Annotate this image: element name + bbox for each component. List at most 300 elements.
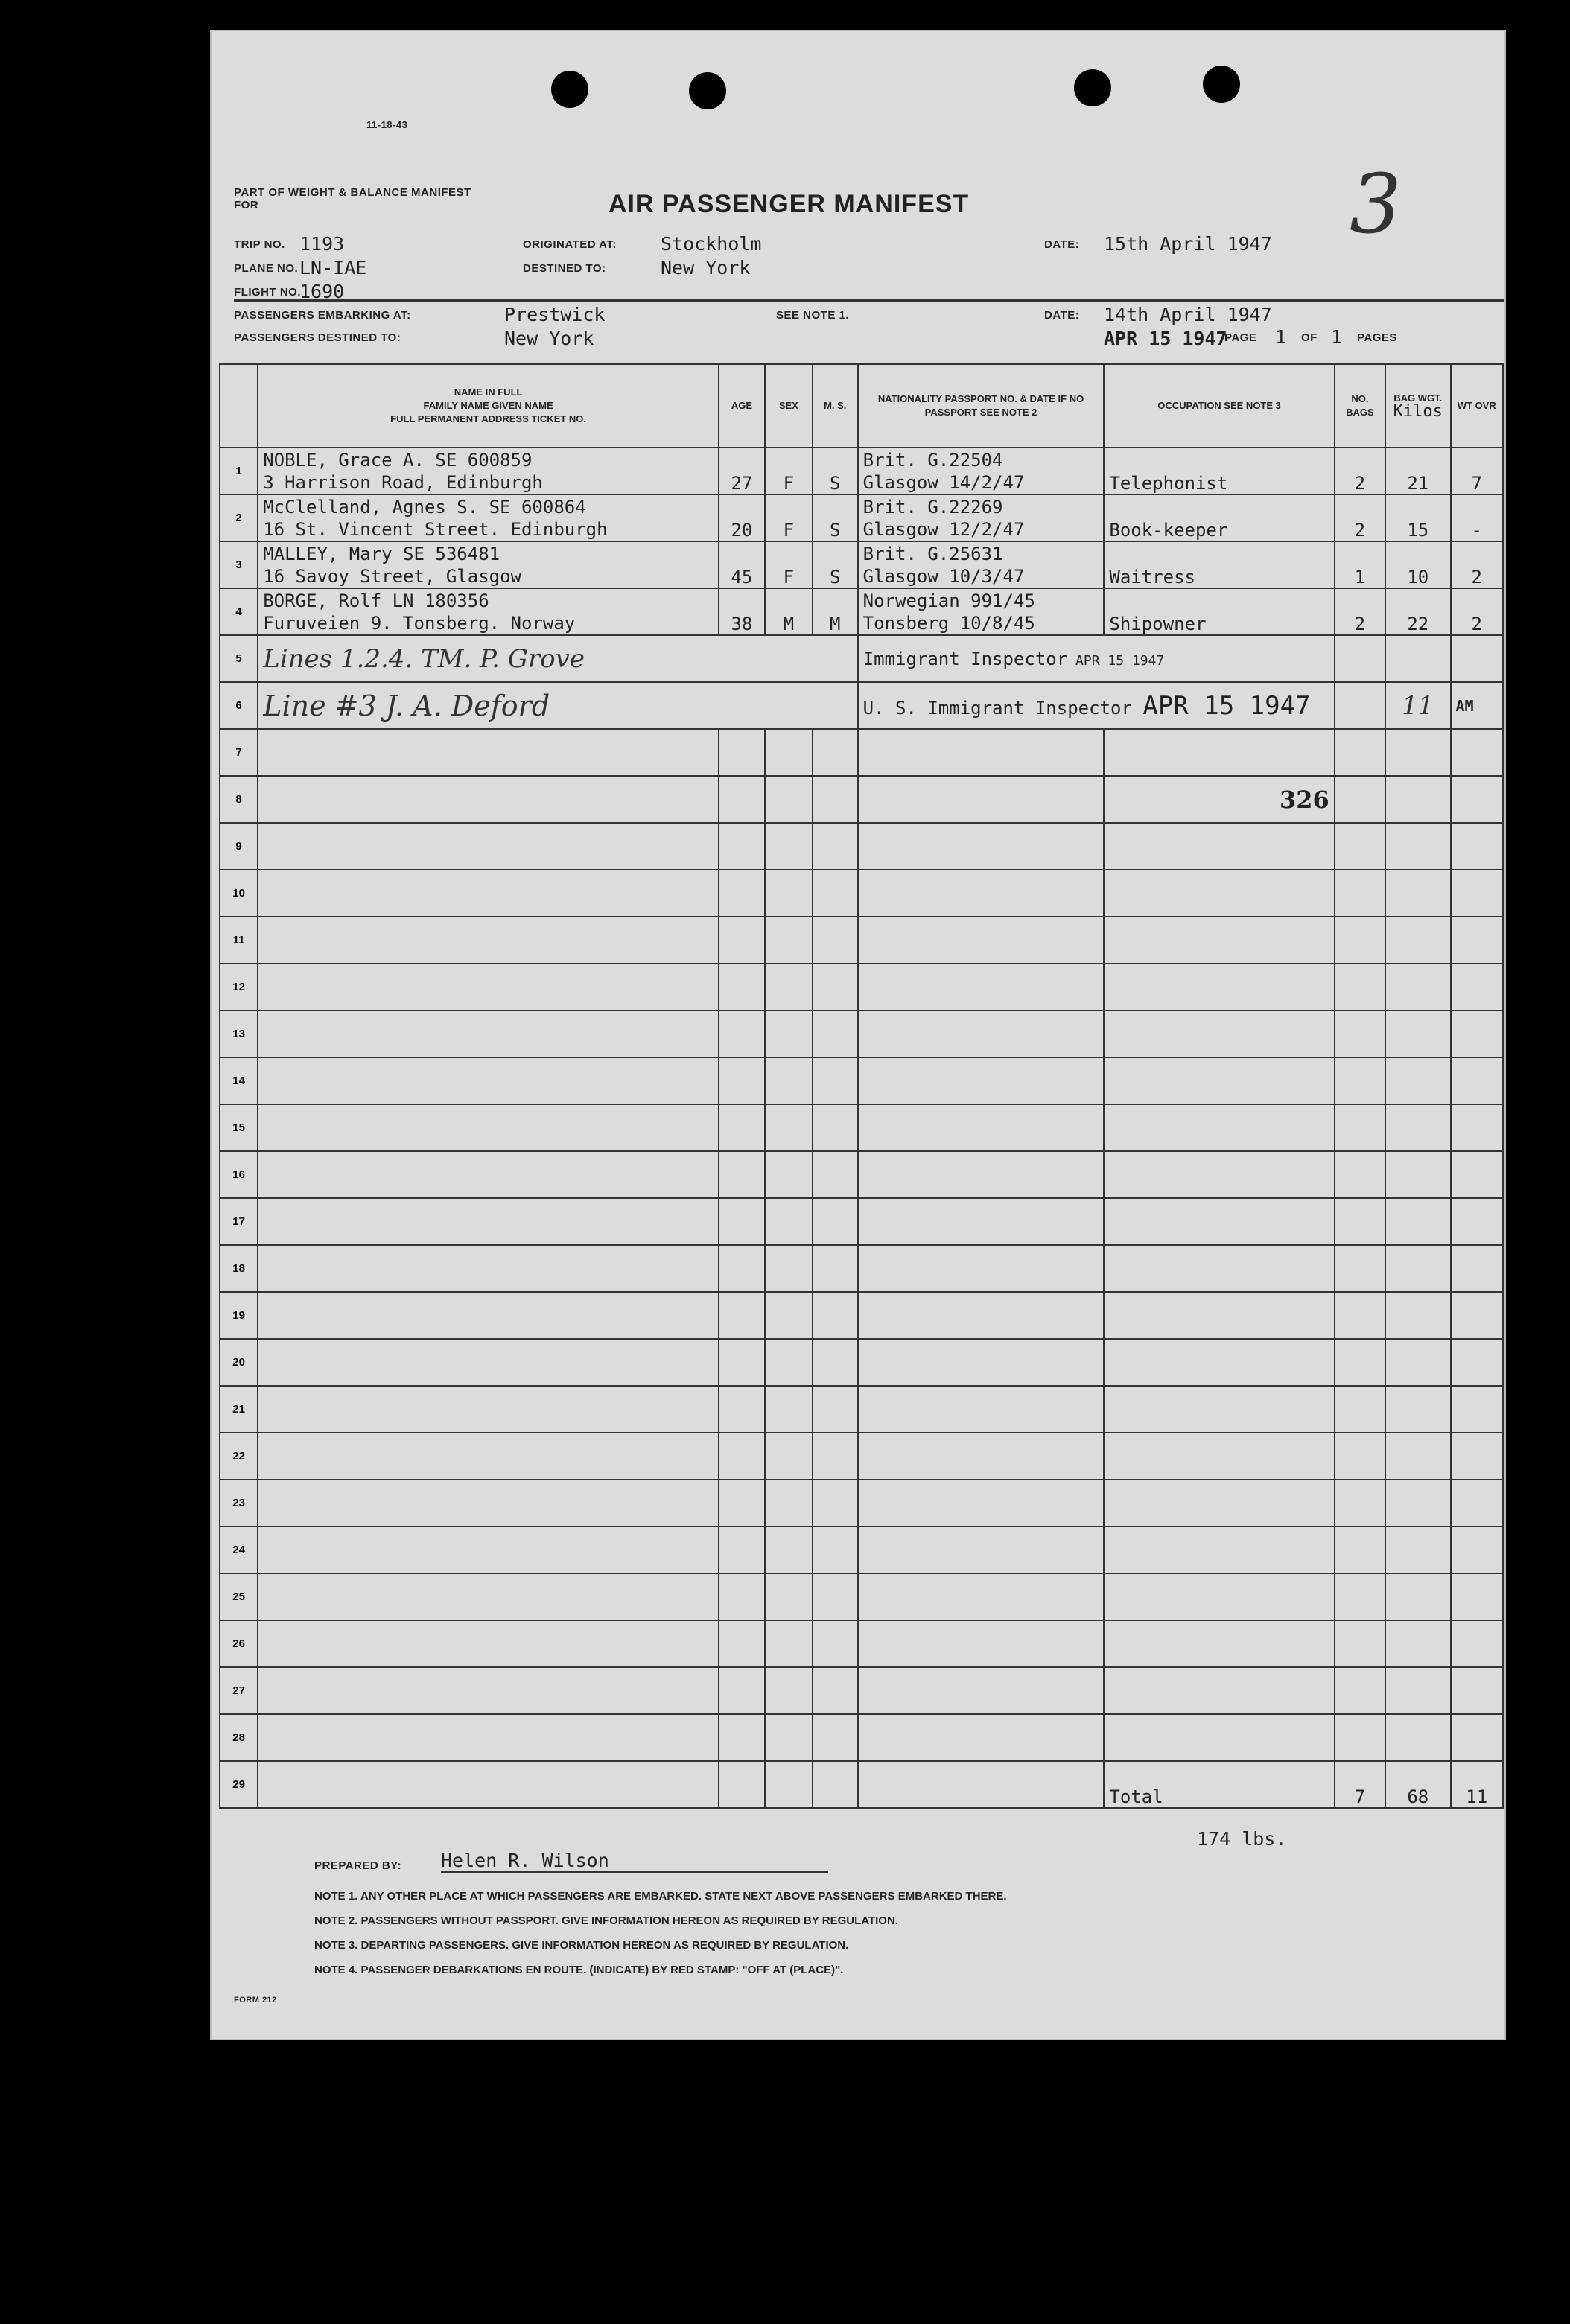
weight-over-cell [1451, 1714, 1504, 1761]
table-row [220, 1433, 1503, 1480]
marital-cell [813, 1433, 858, 1480]
sex-cell: F [765, 541, 813, 588]
row-number: 21 [220, 1386, 258, 1433]
bag-weight-cell [1385, 1433, 1450, 1480]
table-row [220, 1386, 1503, 1433]
bag-weight-cell: 21 [1385, 448, 1450, 494]
age-cell [719, 729, 765, 776]
row-number: 14 [220, 1057, 258, 1104]
occupation-cell [1104, 1526, 1334, 1573]
bags-cell [1335, 1198, 1385, 1245]
age-cell [719, 917, 765, 964]
marital-cell [813, 1714, 858, 1761]
occupation-cell: Shipowner [1104, 588, 1334, 635]
name-cell [258, 1480, 719, 1526]
occupation-cell [1104, 1386, 1334, 1433]
age-cell [719, 870, 765, 917]
sex-cell [765, 1714, 813, 1761]
row-number: 8 [220, 776, 258, 823]
marital-cell [813, 1339, 858, 1386]
table-row [220, 1245, 1503, 1292]
marital-cell [813, 776, 858, 823]
passport-cell [858, 1198, 1105, 1245]
col-bag-wgt [1385, 364, 1450, 448]
bag-weight-cell [1385, 1057, 1450, 1104]
bags-cell [1335, 1339, 1385, 1386]
name-cell [258, 1245, 719, 1292]
marital-cell [813, 1386, 858, 1433]
flight-label: FLIGHT NO. [234, 286, 301, 299]
inspector-signature: Lines 1.2.4. TM. P. Grove [258, 635, 857, 682]
marital-cell: S [813, 494, 858, 541]
form-number: FORM 212 [234, 1996, 277, 2005]
age-cell [719, 1386, 765, 1433]
weight-over-cell [1451, 1104, 1504, 1151]
total-row [220, 1761, 1503, 1808]
bags-cell: 2 [1335, 448, 1385, 494]
row-number: 19 [220, 1292, 258, 1339]
col-nationality: NATIONALITY PASSPORT NO. & DATE IF NO PASSPORT SEE NOTE 2 [858, 364, 1105, 448]
kilos-label: Kilos [1393, 402, 1443, 421]
name-cell [258, 1010, 719, 1057]
part-of-label: PART OF WEIGHT & BALANCE MANIFEST FOR [234, 186, 471, 211]
passport-cell [858, 1620, 1105, 1667]
table-row [220, 635, 1503, 682]
row-number: 5 [220, 635, 258, 682]
occupation-cell: Telephonist [1104, 448, 1334, 494]
passport-date: Glasgow 12/2/47 [862, 518, 1025, 540]
occupation-cell [1104, 1667, 1334, 1714]
page-number-hand: 3 [1350, 156, 1402, 252]
bag-weight-cell: 22 [1385, 588, 1450, 635]
marital-cell [813, 964, 858, 1010]
passport-cell [858, 1761, 1105, 1808]
table-row [220, 1010, 1503, 1057]
name-cell [258, 1667, 719, 1714]
bag-weight-cell [1385, 823, 1450, 870]
bag-weight-cell [1385, 776, 1450, 823]
passport-cell [858, 1245, 1105, 1292]
passport-number: Brit. G.22269 [862, 496, 1003, 518]
name-cell [258, 1198, 719, 1245]
age-cell [719, 1620, 765, 1667]
sex-cell [765, 1339, 813, 1386]
table-row [220, 1480, 1503, 1526]
bags-cell [1335, 1667, 1385, 1714]
marital-cell [813, 1526, 858, 1573]
bags-cell [1335, 1573, 1385, 1620]
passenger-name: NOBLE, Grace A. SE 600859 [263, 449, 533, 471]
stamp-date: APR 15 1947 [1142, 690, 1311, 721]
inspector-stamp [858, 635, 1335, 682]
inspector-stamp [858, 682, 1335, 729]
row-number: 1 [220, 448, 258, 494]
row-number: 6 [220, 682, 258, 729]
marital-cell [813, 1198, 858, 1245]
weight-over-cell: 2 [1451, 541, 1504, 588]
passport-cell [858, 541, 1105, 588]
marital-cell [813, 1292, 858, 1339]
occupation-cell: Waitress [1104, 541, 1334, 588]
table-row [220, 682, 1503, 729]
age-cell [719, 1526, 765, 1573]
punch-hole [551, 71, 588, 108]
bag-weight-cell [1385, 1667, 1450, 1714]
age-cell [719, 1714, 765, 1761]
bag-weight-cell [1385, 964, 1450, 1010]
table-header-row [220, 364, 1503, 448]
passport-cell [858, 1573, 1105, 1620]
bags-cell [1335, 1010, 1385, 1057]
occupation-cell [1104, 1620, 1334, 1667]
footer-notes [314, 1884, 1007, 1982]
age-cell [719, 1104, 765, 1151]
name-cell [258, 1151, 719, 1198]
name-cell [258, 1386, 719, 1433]
destined-pass-label: PASSENGERS DESTINED TO: [234, 331, 401, 344]
row-number: 12 [220, 964, 258, 1010]
table-row [220, 917, 1503, 964]
bag-weight-cell [1385, 917, 1450, 964]
age-cell: 38 [719, 588, 765, 635]
name-cell [258, 1714, 719, 1761]
stamp-text: Immigrant Inspector [862, 648, 1068, 669]
row-number: 26 [220, 1620, 258, 1667]
occupation-cell [1104, 1010, 1334, 1057]
col-name: NAME IN FULL FAMILY NAME GIVEN NAME FULL PERMANENT ADDRESS TICKET NO. [258, 364, 719, 448]
row-number: 25 [220, 1573, 258, 1620]
bags-cell [1335, 1386, 1385, 1433]
stamp-text: U. S. Immigrant Inspector [862, 697, 1143, 719]
row-number: 27 [220, 1667, 258, 1714]
row-number: 15 [220, 1104, 258, 1151]
punch-hole [689, 72, 726, 109]
row-number: 10 [220, 870, 258, 917]
weight-over-cell [1451, 1386, 1504, 1433]
table-row [220, 776, 1503, 823]
passport-date: Glasgow 10/3/47 [862, 565, 1025, 587]
stamp-text: 11-18-43 [366, 119, 408, 130]
bag-weight-cell [1385, 1198, 1450, 1245]
row-number: 18 [220, 1245, 258, 1292]
bag-weight-cell [1385, 1104, 1450, 1151]
weight-over-cell: 2 [1451, 588, 1504, 635]
passport-cell [858, 1714, 1105, 1761]
passport-cell [858, 729, 1105, 776]
sex-cell [765, 917, 813, 964]
bags-cell [1335, 917, 1385, 964]
passenger-name: BORGE, Rolf LN 180356 [263, 590, 489, 611]
destined-label: DESTINED TO: [523, 262, 606, 275]
marital-cell [813, 823, 858, 870]
bags-cell: 2 [1335, 588, 1385, 635]
occupation-cell [1104, 1573, 1334, 1620]
bags-cell [1335, 1057, 1385, 1104]
passenger-name-address [258, 494, 719, 541]
row-number: 20 [220, 1339, 258, 1386]
marital-cell [813, 1151, 858, 1198]
page-label: PAGE [1224, 331, 1257, 344]
sex-cell [765, 1198, 813, 1245]
age-cell [719, 1198, 765, 1245]
name-cell [258, 1057, 719, 1104]
bag-weight-cell: 10 [1385, 541, 1450, 588]
bag-weight-cell [1385, 870, 1450, 917]
passenger-name: MALLEY, Mary SE 536481 [263, 543, 500, 564]
sex-cell: F [765, 494, 813, 541]
table-row [220, 1104, 1503, 1151]
weight-over-cell [1451, 1151, 1504, 1198]
bags-cell [1335, 729, 1385, 776]
trip-value: 1193 [299, 233, 345, 255]
marital-cell [813, 1057, 858, 1104]
row-number: 17 [220, 1198, 258, 1245]
sex-cell: M [765, 588, 813, 635]
occupation-cell [1104, 1057, 1334, 1104]
date-stamp: APR 15 1947 [1104, 328, 1227, 349]
passenger-name: McClelland, Agnes S. SE 600864 [263, 496, 586, 518]
page-value: 1 [1275, 326, 1287, 348]
weight-over-cell [1451, 635, 1504, 682]
age-cell [719, 1480, 765, 1526]
punch-hole [1074, 69, 1111, 106]
age-cell [719, 1761, 765, 1808]
name-cell [258, 1339, 719, 1386]
sex-cell [765, 823, 813, 870]
weight-over-cell [1451, 1339, 1504, 1386]
occupation-cell [1104, 1480, 1334, 1526]
embarking-label: PASSENGERS EMBARKING AT: [234, 309, 411, 322]
sex-cell [765, 1292, 813, 1339]
col-ms: M. S. [813, 364, 858, 448]
passenger-address: 16 St. Vincent Street. Edinburgh [263, 518, 608, 540]
name-cell [258, 1620, 719, 1667]
weight-over-cell [1451, 870, 1504, 917]
age-cell: 20 [719, 494, 765, 541]
age-cell [719, 1433, 765, 1480]
weight-over-cell [1451, 964, 1504, 1010]
occupation-cell [1104, 1245, 1334, 1292]
marital-cell [813, 1245, 858, 1292]
marital-cell [813, 1573, 858, 1620]
marital-cell [813, 1667, 858, 1714]
name-cell [258, 1761, 719, 1808]
passport-cell [858, 1057, 1105, 1104]
passport-cell [858, 1433, 1105, 1480]
row-number: 29 [220, 1761, 258, 1808]
weight-over-cell [1451, 1292, 1504, 1339]
occupation-cell [1104, 729, 1334, 776]
row-number: 4 [220, 588, 258, 635]
sex-cell: F [765, 448, 813, 494]
bag-weight-cell [1385, 1620, 1450, 1667]
passport-number: Norwegian 991/45 [862, 590, 1035, 611]
total-bags: 7 [1335, 1761, 1385, 1808]
prepared-value: Helen R. Wilson [441, 1850, 828, 1873]
row-number: 7 [220, 729, 258, 776]
destined-pass-value: New York [504, 328, 594, 349]
bag-weight-cell [1385, 1386, 1450, 1433]
row-number: 23 [220, 1480, 258, 1526]
passenger-address: 3 Harrison Road, Edinburgh [263, 471, 543, 493]
passport-number: Brit. G.22504 [862, 449, 1003, 471]
total-bag-weight: 68 [1385, 1761, 1450, 1808]
bags-cell [1335, 1433, 1385, 1480]
bags-cell [1335, 1245, 1385, 1292]
passenger-name-address [258, 541, 719, 588]
occupation-cell [1104, 1433, 1334, 1480]
sex-cell [765, 1526, 813, 1573]
occupation-cell [1104, 1292, 1334, 1339]
sex-cell [765, 1761, 813, 1808]
passport-cell [858, 1667, 1105, 1714]
bags-cell [1335, 776, 1385, 823]
occupation-cell: Book-keeper [1104, 494, 1334, 541]
table-row [220, 588, 1503, 635]
plane-label: PLANE NO. [234, 262, 299, 275]
sex-cell [765, 1386, 813, 1433]
table-row [220, 1057, 1503, 1104]
age-cell [719, 964, 765, 1010]
bag-weight-cell [1385, 1714, 1450, 1761]
table-row [220, 494, 1503, 541]
weight-over-cell [1451, 1667, 1504, 1714]
passenger-name-address [258, 448, 719, 494]
table-row [220, 1151, 1503, 1198]
table-row [220, 729, 1503, 776]
bags-cell: 1 [1335, 541, 1385, 588]
row-number: 16 [220, 1151, 258, 1198]
passport-cell [858, 776, 1105, 823]
bags-cell [1335, 1480, 1385, 1526]
name-cell [258, 729, 719, 776]
col-occupation: OCCUPATION SEE NOTE 3 [1104, 364, 1334, 448]
occupation-cell [1104, 964, 1334, 1010]
age-cell: 45 [719, 541, 765, 588]
age-cell [719, 823, 765, 870]
sex-cell [765, 1573, 813, 1620]
bags-cell: 2 [1335, 494, 1385, 541]
sex-cell [765, 870, 813, 917]
prepared-label: PREPARED BY: [314, 1859, 402, 1872]
passport-cell [858, 870, 1105, 917]
passport-cell [858, 1104, 1105, 1151]
occupation-cell [1104, 1151, 1334, 1198]
page-title: AIR PASSENGER MANIFEST [608, 190, 970, 218]
occupation-cell [1104, 1714, 1334, 1761]
bag-weight-cell [1385, 1573, 1450, 1620]
col-rownum [220, 364, 258, 448]
passport-date: Tonsberg 10/8/45 [862, 612, 1035, 634]
stamp-ampm: AM [1451, 682, 1504, 729]
bags-cell [1335, 1526, 1385, 1573]
name-cell [258, 1104, 719, 1151]
bag-weight-cell [1385, 1480, 1450, 1526]
sex-cell [765, 1245, 813, 1292]
weight-over-cell [1451, 1057, 1504, 1104]
passport-cell [858, 917, 1105, 964]
passenger-name-address [258, 588, 719, 635]
bags-cell [1335, 870, 1385, 917]
age-cell [719, 1010, 765, 1057]
passport-cell [858, 964, 1105, 1010]
marital-cell [813, 1761, 858, 1808]
passenger-address: Furuveien 9. Tonsberg. Norway [263, 612, 576, 634]
flight-value: 1690 [299, 281, 345, 302]
bags-cell [1335, 1104, 1385, 1151]
passport-cell [858, 1339, 1105, 1386]
bags-cell [1335, 1151, 1385, 1198]
bag-weight-cell [1385, 729, 1450, 776]
passport-date: Glasgow 14/2/47 [862, 471, 1025, 493]
sex-cell [765, 776, 813, 823]
of-value: 1 [1331, 326, 1343, 348]
table-row [220, 1198, 1503, 1245]
bags-cell [1335, 1620, 1385, 1667]
total-weight-over: 11 [1451, 1761, 1504, 1808]
footer-note: NOTE 2. PASSENGERS WITHOUT PASSPORT. GIVE INFORMATION HEREON AS REQUIRED BY REGULATION. [314, 1914, 898, 1927]
sex-cell [765, 1433, 813, 1480]
passenger-address: 16 Savoy Street, Glasgow [263, 565, 521, 587]
bag-weight-cell [1385, 1010, 1450, 1057]
passport-cell [858, 1010, 1105, 1057]
total-label: Total [1104, 1761, 1334, 1808]
bags-cell [1335, 1714, 1385, 1761]
name-cell [258, 1573, 719, 1620]
bags-cell [1335, 823, 1385, 870]
passport-cell [858, 1292, 1105, 1339]
table-row [220, 541, 1503, 588]
col-wt-over: WT OVR [1451, 364, 1504, 448]
name-cell [258, 776, 719, 823]
punch-hole [1203, 66, 1240, 103]
inspector-signature: Line #3 J. A. Deford [258, 682, 857, 729]
table-row [220, 1526, 1503, 1573]
passport-cell [858, 1480, 1105, 1526]
bag-weight-cell [1385, 1526, 1450, 1573]
weight-over-cell: 7 [1451, 448, 1504, 494]
occupation-cell [1104, 1339, 1334, 1386]
bags-cell [1335, 635, 1385, 682]
destined-value: New York [661, 257, 751, 278]
passport-cell [858, 494, 1105, 541]
row-number: 11 [220, 917, 258, 964]
weight-over-cell [1451, 729, 1504, 776]
footer-note: NOTE 4. PASSENGER DEBARKATIONS EN ROUTE. (INDICATE) BY RED STAMP: "OFF AT (PLACE)". [314, 1964, 844, 1976]
passport-cell [858, 588, 1105, 635]
marital-cell: M [813, 588, 858, 635]
weight-over-cell [1451, 917, 1504, 964]
passport-number: Brit. G.25631 [862, 543, 1003, 564]
originated-value: Stockholm [661, 233, 762, 255]
age-cell [719, 1245, 765, 1292]
name-cell [258, 917, 719, 964]
bags-cell [1335, 964, 1385, 1010]
occupation-cell [1104, 870, 1334, 917]
stamp-date: APR 15 1947 [1067, 652, 1165, 669]
date2-label: DATE: [1044, 309, 1080, 322]
weight-over-cell [1451, 1526, 1504, 1573]
passport-cell [858, 1526, 1105, 1573]
col-bags: NO. BAGS [1335, 364, 1385, 448]
bags-cell [1335, 1292, 1385, 1339]
weight-over-cell [1451, 1433, 1504, 1480]
sex-cell [765, 1010, 813, 1057]
table-row [220, 1292, 1503, 1339]
age-cell [719, 1151, 765, 1198]
of-label: OF [1301, 331, 1318, 344]
weight-subtotal: 326 [1104, 776, 1334, 823]
